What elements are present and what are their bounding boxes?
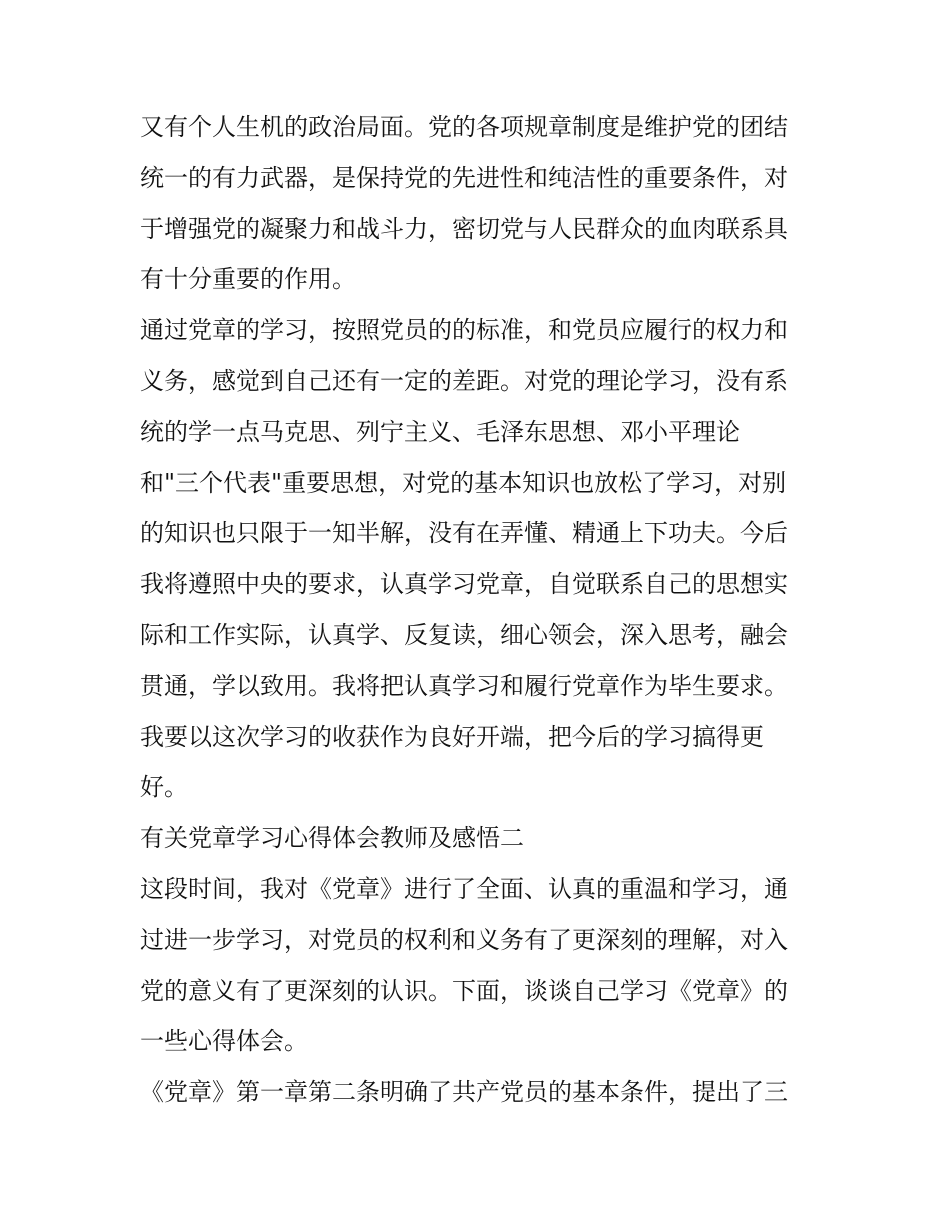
text-line: 于增强党的凝聚力和战斗力，密切党与人民群众的血肉联系具 (140, 214, 788, 243)
text-line: 又有个人生机的政治局面。党的各项规章制度是维护党的团结 (140, 113, 788, 141)
text-line: 过进一步学习，对党员的权利和义务有了更深刻的理解，对入 (140, 925, 788, 954)
text-line: 义务，感觉到自己还有一定的差距。对党的理论学习，没有系 (140, 366, 788, 395)
document-body (140, 102, 820, 1118)
text-line: 这段时间，我对《党章》进行了全面、认真的重温和学习，通 (140, 874, 788, 903)
text-line: 际和工作实际，认真学、反复读，细心领会，深入思考，融会 (140, 620, 788, 649)
text-line: 贯通，学以致用。我将把认真学习和履行党章作为毕生要求。 (140, 671, 788, 700)
text-line: 的知识也只限于一知半解，没有在弄懂、精通上下功夫。今后 (140, 519, 788, 548)
text-line: 一些心得体会。 (140, 1027, 308, 1056)
text-line: 《党章》第一章第二条明确了共产党员的基本条件，提出了三 (140, 1078, 788, 1107)
text-line: 有十分重要的作用。 (140, 265, 356, 294)
text-line: 好。 (140, 773, 188, 802)
text-line: 统一的有力武器，是保持党的先进性和纯洁性的重要条件，对 (140, 163, 788, 192)
text-line: 党的意义有了更深刻的认识。下面，谈谈自己学习《党章》的 (140, 976, 788, 1005)
text-line: 我将遵照中央的要求，认真学习党章，自觉联系自己的思想实 (140, 570, 788, 599)
text-line: 我要以这次学习的收获作为良好开端，把今后的学习搞得更 (140, 722, 764, 751)
text-line: 统的学一点马克思、列宁主义、毛泽东思想、邓小平理论 (140, 417, 740, 446)
text-line: 通过党章的学习，按照党员的的标准，和党员应履行的权力和 (140, 316, 788, 345)
section-heading: 有关党章学习心得体会教师及感悟二 (140, 824, 524, 853)
text-line: 和"三个代表"重要思想，对党的基本知识也放松了学习，对别 (140, 468, 787, 497)
